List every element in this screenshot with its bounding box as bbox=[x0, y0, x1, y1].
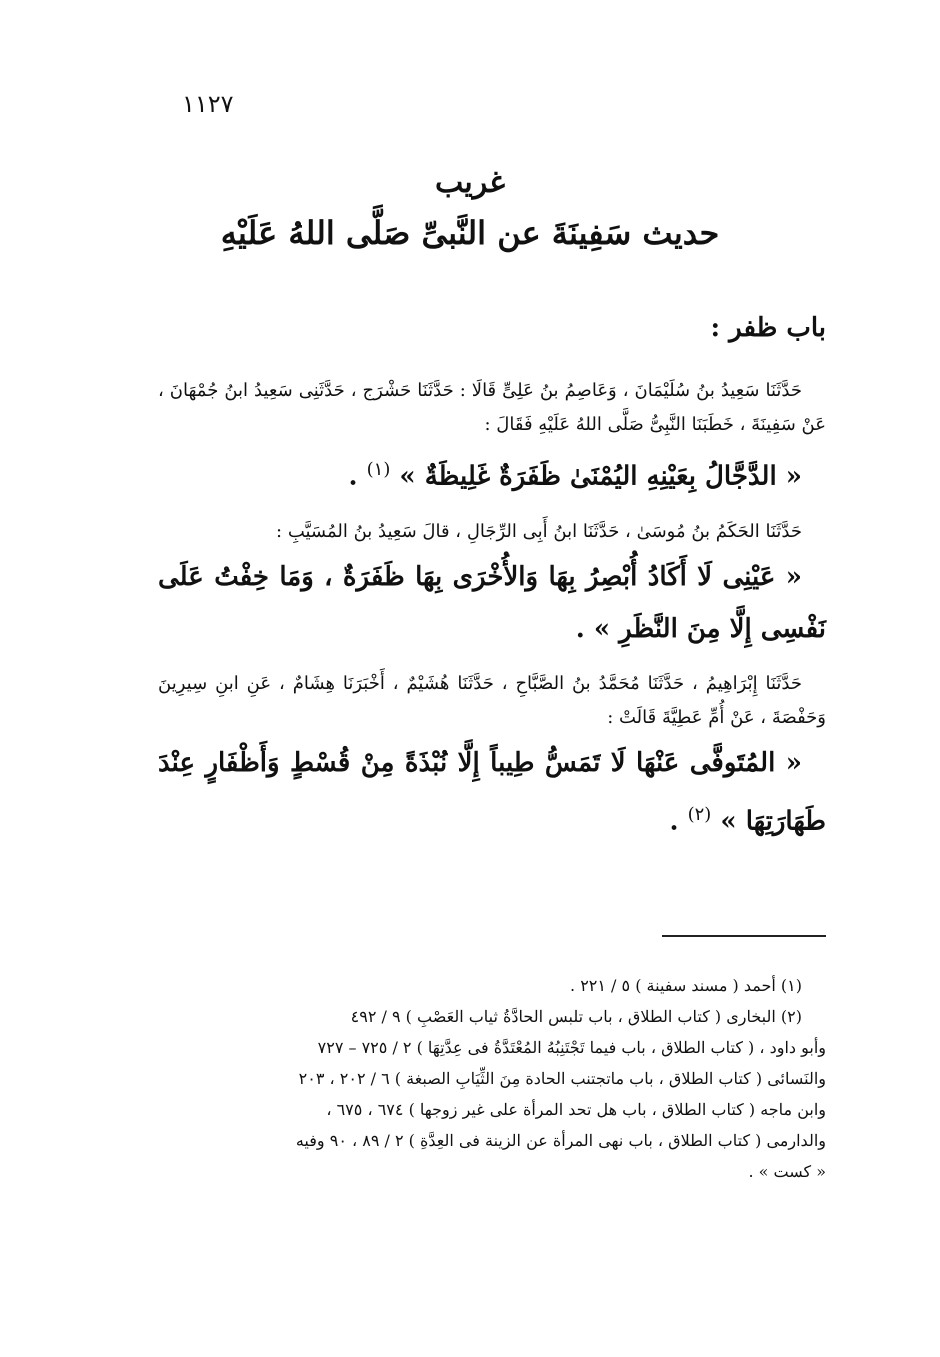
hadith-1-quote bbox=[158, 444, 826, 503]
page-number: ١١٢٧ bbox=[182, 90, 234, 118]
section-heading: باب ظفر : bbox=[710, 313, 826, 343]
footnote-2-line: والدارمى ( كتاب الطلاق ، باب نهى المرأة عن الزينة فى العِدَّةِ ) ٢ / ٨٩ ، ٩٠ وفيه bbox=[295, 1131, 826, 1150]
footnote-2: (٢) البخارى ( كتاب الطلاق ، باب تلبس الحادَّةُ ثياب العَصْبِ ) ٩ / ٤٩٢ bbox=[350, 1007, 802, 1026]
footnotes bbox=[158, 970, 826, 1187]
footnote-2-line: والنَسائى ( كتاب الطلاق ، باب ماتجتنب الحادة مِنَ الثِّيَابِ الصبغة ) ٦ / ٢٠٢ ، ٢٠٣ bbox=[298, 1069, 826, 1088]
hadith-1-quote-text: « الدَّجَّالُ بِعَيْنِهِ اليُمْنَىٰ ظَفَرَةٌ غَلِيظَةٌ » bbox=[399, 461, 802, 492]
footnote-ref-2: (٢) bbox=[687, 803, 712, 825]
footnote-2-line: وأبو داود ، ( كتاب الطلاق ، باب فيما تَجْتَنِبُهُ المُعْتَدَّةُ فى عِدَّتِهَا ) ٢ / ٧٢٥ – ٧٢٧ bbox=[317, 1038, 826, 1057]
footnote-1: (١) أحمد ( مسند سفينة ) ٥ / ٢٢١ . bbox=[570, 976, 802, 995]
hadith-3-tail: . bbox=[669, 806, 688, 837]
title-block bbox=[160, 165, 780, 253]
footnote-ref-1: (١) bbox=[366, 459, 391, 480]
footnote-2-line: وابن ماجه ( كتاب الطلاق ، باب هل تحد المرأة على غير زوجها ) ٦٧٤ ، ٦٧٥ ، bbox=[326, 1100, 826, 1119]
hadith-1-tail: . bbox=[348, 461, 367, 492]
hadith-3-quote-text: « المُتَوفَّى عَنْهَا لَا تَمَسُّ طِيباً إِلَّا نُبْذَةً مِنْ قُسْطٍ وَأَظْفَارٍ عِنْدَ طَهَارَتِهَا » bbox=[158, 747, 826, 837]
main-text bbox=[158, 310, 826, 859]
hadith-3-quote bbox=[158, 737, 826, 848]
footnote-2-line: « كست » . bbox=[748, 1162, 826, 1181]
hadith-2-chain: حَدَّثَنَا الحَكَمُ بنُ مُوسَىٰ ، حَدَّثَنَا ابنُ أَبِى الرِّجَالِ ، قالَ سَعِيدُ بنُ المُسَيَّبِ : bbox=[276, 520, 802, 542]
hadith-1-chain: حَدَّثَنَا سَعِيدُ بنُ سُلَيْمَانَ ، وَعَاصِمُ بنُ عَلِىٍّ قَالَا : حَدَّثَنَا حَشْرَج ، حَدَّثَنِى سَعِيدُ ابنُ جُمْهَانَ ، عَنْ سَفِينَةَ ، خَطَبَنَا النَّبِىُّ صَلَّى اللهُ عَلَيْهِ فَقَالَ : bbox=[158, 380, 826, 435]
title-line-1: غريب bbox=[434, 165, 506, 200]
hadith-3-chain: حَدَّثَنَا إِبْرَاهِيمُ ، حَدَّثَنَا مُحَمَّدُ بنُ الصَّبَّاحِ ، حَدَّثَنَا هُشَيْمٌ ، أَخْبَرَنَا هِشَامٌ ، عَنِ ابنِ سِيرِينَ وَحَفْصَةَ ، عَنْ أُمِّ عَطِيَّةَ قَالَتْ : bbox=[158, 672, 826, 728]
title-line-2: حديث سَفِينَةَ عن النَّبىِّ صَلَّى اللهُ عَلَيْهِ bbox=[220, 214, 720, 252]
hadith-2-quote: « عَيْنِى لَا أَكَادُ أُبْصِرُ بِهَا وَالأُخْرَى بِهَا ظَفَرَةٌ ، وَمَا خِفْتُ عَلَى نَفْسِى إِلَّا مِنَ النَّظَرِ » . bbox=[158, 561, 826, 644]
footnote-divider bbox=[662, 935, 826, 937]
